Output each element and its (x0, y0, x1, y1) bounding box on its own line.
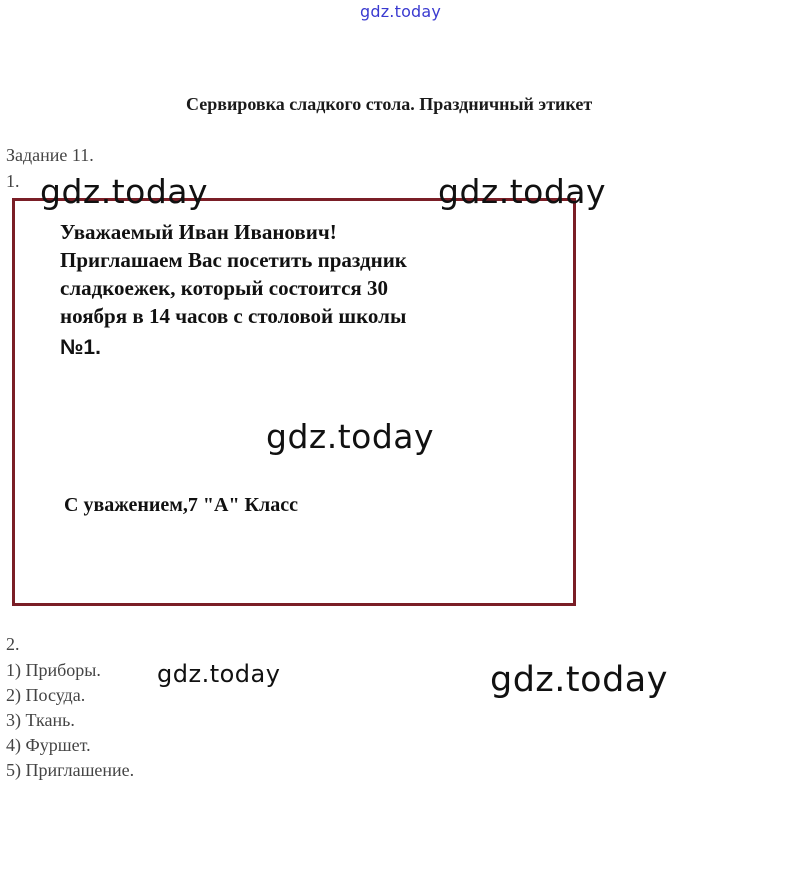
part1-number: 1. (6, 171, 20, 191)
task-label: Задание 11. (6, 145, 94, 165)
list-item: 3) Ткань. (6, 710, 75, 730)
invitation-line: сладкоежек, который состоится 30 (60, 276, 389, 300)
part2-number: 2. (6, 634, 20, 654)
invitation-line: Уважаемый Иван Иванович! (60, 220, 337, 244)
invitation-line: №1. (60, 336, 101, 359)
watermark: gdz.today (40, 172, 209, 211)
list-item: 5) Приглашение. (6, 760, 135, 780)
watermark: gdz.today (438, 172, 607, 211)
top-watermark: gdz.today (360, 2, 442, 21)
watermark: gdz.today (266, 417, 435, 456)
invitation-text (60, 218, 540, 362)
answer-list (6, 658, 134, 783)
list-item: 2) Посуда. (6, 685, 86, 705)
watermark: gdz.today (157, 660, 281, 688)
invitation-line: Приглашаем Вас посетить праздник (60, 248, 407, 272)
watermark: gdz.today (490, 660, 668, 700)
invitation-line: ноября в 14 часов с столовой школы (60, 304, 407, 328)
list-item: 1) Приборы. (6, 660, 101, 680)
list-item: 4) Фуршет. (6, 735, 91, 755)
invitation-signature: С уважением,7 "А" Класс (64, 494, 299, 516)
page-title: Сервировка сладкого стола. Праздничный этикет (186, 94, 593, 114)
